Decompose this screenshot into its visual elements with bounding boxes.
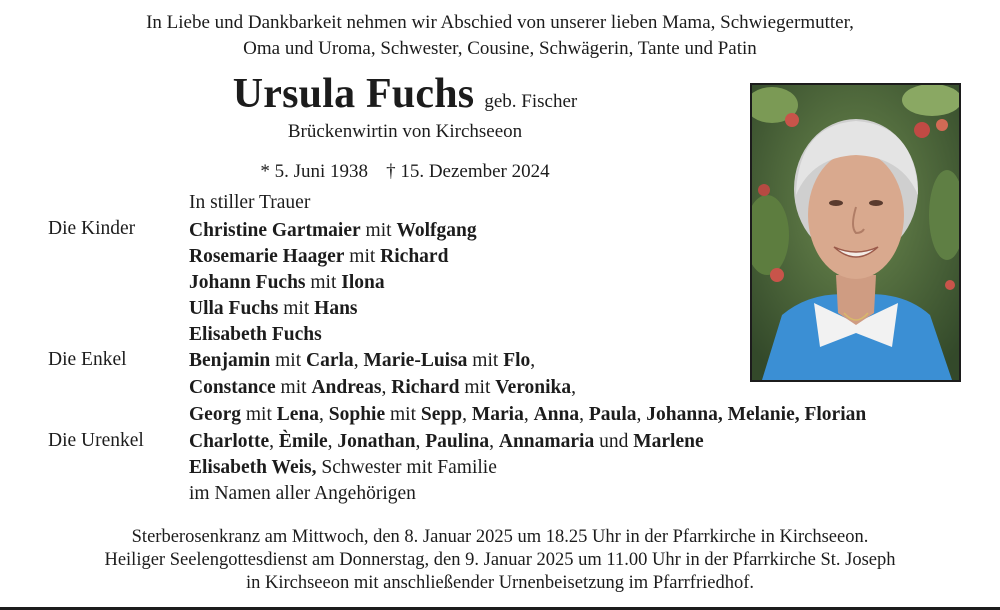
person-name: Marlene — [633, 431, 704, 452]
connector-text: mit — [459, 377, 496, 398]
label-children: Die Kinder — [48, 218, 136, 239]
connector-text: , — [415, 431, 426, 452]
person-name: Veronika — [495, 377, 572, 398]
grandchildren-line — [189, 348, 535, 374]
service-line: Heiliger Seelengottesdienst am Donnerstag, den 9. Januar 2025 um 11.00 Uhr in der Pfarrkirche St. Joseph — [104, 550, 896, 570]
grandchildren-line — [189, 375, 576, 401]
child-name: Johann Fuchs — [189, 272, 306, 293]
deceased-name: Ursula Fuchs — [232, 71, 475, 117]
person-name: Annamaria — [498, 431, 595, 452]
partner-name: Hans — [314, 298, 358, 319]
connector-text: , — [530, 350, 536, 371]
person-name: Benjamin — [189, 350, 271, 371]
label-great-grandchildren: Die Urenkel — [48, 430, 144, 451]
service-info — [0, 526, 1000, 595]
person-name: Maria — [471, 404, 524, 425]
connector-text: , — [523, 404, 534, 425]
person-name: Paula — [588, 404, 637, 425]
partner-name: Richard — [380, 246, 449, 267]
deceased-name-line — [0, 70, 810, 118]
connector-text: mit — [467, 350, 504, 371]
connector-text: mit — [270, 350, 307, 371]
person-name: Constance — [189, 377, 276, 398]
child-name: Ulla Fuchs — [189, 298, 279, 319]
closing-line: im Namen aller Angehörigen — [189, 483, 416, 504]
intro-text — [0, 10, 1000, 62]
grandchildren-line — [189, 402, 866, 428]
death-date: † 15. Dezember 2024 — [386, 161, 550, 182]
great-grandchildren-line — [189, 429, 704, 455]
sibling-entry — [189, 455, 497, 481]
service-line: Sterberosenkranz am Mittwoch, den 8. Januar 2025 um 18.25 Uhr in der Pfarrkirche in Kirchseeon. — [131, 527, 869, 547]
connector-text: , — [462, 404, 472, 425]
person-name: Carla — [306, 350, 354, 371]
service-line: in Kirchseeon mit anschließender Urnenbeisetzung im Pfarrfriedhof. — [245, 573, 755, 593]
person-name: Andreas — [311, 377, 382, 398]
person-name: Paulina — [425, 431, 490, 452]
connector-text: , — [579, 404, 589, 425]
connector-text: und — [594, 431, 634, 452]
person-name: Jonathan — [337, 431, 416, 452]
connector-text: mit — [240, 404, 277, 425]
partner-name: Wolfgang — [396, 220, 477, 241]
intro-line: Oma und Uroma, Schwester, Cousine, Schwägerin, Tante und Patin — [243, 38, 757, 59]
connector-text: , — [381, 377, 392, 398]
birth-date: * 5. Juni 1938 — [260, 161, 369, 182]
sibling-name: Elisabeth Weis, — [189, 457, 317, 478]
connector-text: , — [571, 377, 577, 398]
child-name: Elisabeth Fuchs — [189, 324, 322, 345]
connector-text: mit — [385, 404, 421, 425]
mourning-heading: In stiller Trauer — [189, 192, 311, 213]
connector-text: , — [636, 404, 647, 425]
child-entry — [189, 244, 448, 270]
person-name: Charlotte — [189, 431, 270, 452]
person-name: Anna — [533, 404, 580, 425]
with-word: mit — [310, 272, 337, 293]
connector-text: , — [489, 431, 499, 452]
label-grandchildren: Die Enkel — [48, 349, 127, 370]
connector-text: , — [319, 404, 329, 425]
person-name: Flo — [503, 350, 531, 371]
person-name: Johanna, Melanie, Florian — [646, 404, 867, 425]
person-name: Sepp — [420, 404, 463, 425]
child-name: Rosemarie Haager — [189, 246, 345, 267]
child-entry — [189, 218, 477, 244]
connector-text: mit — [275, 377, 312, 398]
person-name: Sophie — [328, 404, 386, 425]
person-name: Richard — [391, 377, 460, 398]
child-entry — [189, 296, 358, 322]
with-word: mit — [283, 298, 310, 319]
with-word: mit — [365, 220, 392, 241]
birth-name: geb. Fischer — [484, 91, 578, 112]
connector-text: , — [269, 431, 279, 452]
child-entry — [189, 270, 385, 296]
intro-line: In Liebe und Dankbarkeit nehmen wir Abschied von unserer lieben Mama, Schwiegermutter, — [146, 12, 854, 33]
partner-name: Ilona — [341, 272, 385, 293]
child-entry — [189, 322, 322, 348]
person-name: Marie-Luisa — [363, 350, 468, 371]
occupation: Brückenwirtin von Kirchseeon — [287, 121, 523, 142]
child-name: Christine Gartmaier — [189, 220, 361, 241]
person-name: Georg — [189, 404, 241, 425]
portrait-image — [752, 85, 959, 380]
portrait-photo — [750, 83, 961, 382]
person-name: Lena — [276, 404, 320, 425]
connector-text: , — [353, 350, 364, 371]
with-word: mit — [349, 246, 376, 267]
connector-text: , — [327, 431, 338, 452]
sibling-text: Schwester mit Familie — [316, 457, 497, 478]
life-dates — [0, 161, 810, 183]
person-name: Èmile — [278, 431, 328, 452]
